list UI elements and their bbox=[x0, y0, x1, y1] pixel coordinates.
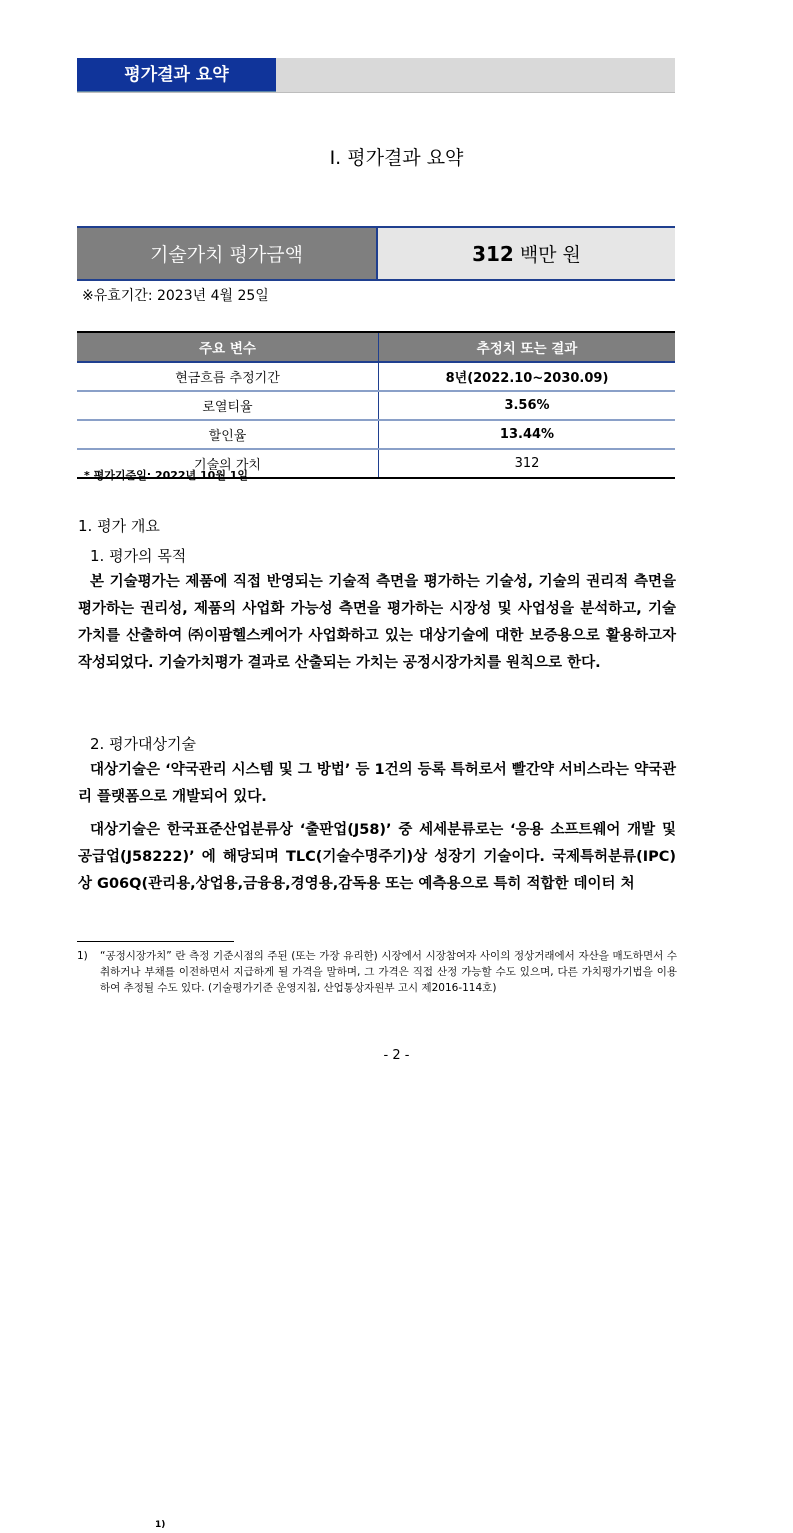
section-header-tab: 평가결과 요약 bbox=[77, 58, 276, 92]
valuation-label: 기술가치 평가금액 bbox=[77, 228, 378, 279]
footnote-ref[interactable]: 1) bbox=[155, 1520, 166, 1530]
variable-name: 기술의 가치 bbox=[77, 449, 379, 478]
variable-value: 312 bbox=[379, 449, 676, 478]
valuation-unit: 백만 원 bbox=[519, 244, 581, 266]
variable-name: 로열티율 bbox=[77, 391, 379, 420]
footnote bbox=[77, 948, 677, 996]
table-header-cell: 추정치 또는 결과 bbox=[379, 332, 676, 362]
variable-value: 8년(2022.10~2030.09) bbox=[379, 362, 676, 391]
variable-name: 현금흐름 추정기간 bbox=[77, 362, 379, 391]
target-paragraph-1 bbox=[78, 757, 676, 811]
purpose-text-end: 를 원칙으로 한다. bbox=[486, 655, 601, 671]
variable-value: 13.44% bbox=[379, 420, 676, 449]
footnote-number: 1) bbox=[77, 950, 88, 962]
target-text-1: 대상기술은 ‘약국관리 시스템 및 그 방법’ 등 1건의 등록 특허로서 빨간약 서비스라는 약국관리 플랫폼으로 개발되어 있다. bbox=[78, 762, 676, 805]
purpose-text: 본 기술평가는 제품에 직접 반영되는 기술적 측면을 평가하는 기술성, 기술의 권리적 측면을 평가하는 권리성, 제품의 사업화 가능성 측면을 평가하는 시장성 및 사업성을 분석하고, 기술 가치를 산출하여 ㈜이팜헬스케어가 사업화하고 있는 대상기술에 대한 보증용으로 활용하고자 작성되었다. 기술가치평가 결과로 산출되는 가치는 공정시장가치 bbox=[78, 574, 676, 671]
variables-table bbox=[77, 331, 675, 479]
section-heading: 1. 평가 개요 bbox=[78, 517, 160, 535]
valuation-box bbox=[77, 226, 675, 281]
valuation-amount: 312 bbox=[472, 241, 514, 266]
variable-name: 할인율 bbox=[77, 420, 379, 449]
section-header-bar bbox=[77, 58, 675, 93]
subsection-heading-target: 2. 평가대상기술 bbox=[90, 735, 197, 753]
subsection-heading-purpose: 1. 평가의 목적 bbox=[90, 547, 187, 565]
footnote-divider bbox=[77, 941, 234, 942]
valuation-value bbox=[378, 228, 675, 279]
table-row bbox=[77, 420, 675, 449]
table-row bbox=[77, 362, 675, 391]
page-number: - 2 - bbox=[383, 1048, 410, 1063]
variable-value: 3.56% bbox=[379, 391, 676, 420]
target-text-2: 대상기술은 한국표준산업분류상 ‘출판업(J58)’ 중 세세분류로는 ‘응용 소프트웨어 개발 및 공급업(J58222)’ 에 해당되며 TLC(기술수명주기)상 성장기 기술이다. 국제특허분류(IPC)상 G06Q(관리용,상업용,금융용,경영용,감독용 또는 예측용으로 특히 적합한 데이터 처 bbox=[78, 822, 676, 892]
page-title: Ⅰ. 평가결과 요약 bbox=[329, 147, 464, 169]
table-note: * 평가기준일: 2022년 10월 1일. bbox=[84, 469, 253, 482]
table-row bbox=[77, 391, 675, 420]
table-header-row bbox=[77, 332, 675, 362]
footnote-text: “공정시장가치” 란 측정 기준시점의 주된 (또는 가장 유리한) 시장에서 시장참여자 사이의 정상거래에서 자산을 매도하면서 수취하거나 부채를 이전하면서 지급하게 될 가격을 말하며, 그 가격은 직접 산정 가능할 수도 있으며, 다른 가치평가기법을 이용하여 추정될 수도 있다. (기술평가기준 운영지침, 산업통상자원부 고시 제2016-114호) bbox=[100, 950, 677, 994]
validity-period: ※유효기간: 2023년 4월 25일 bbox=[82, 288, 269, 304]
target-paragraph-2 bbox=[78, 817, 676, 898]
table-header-cell: 주요 변수 bbox=[77, 332, 379, 362]
